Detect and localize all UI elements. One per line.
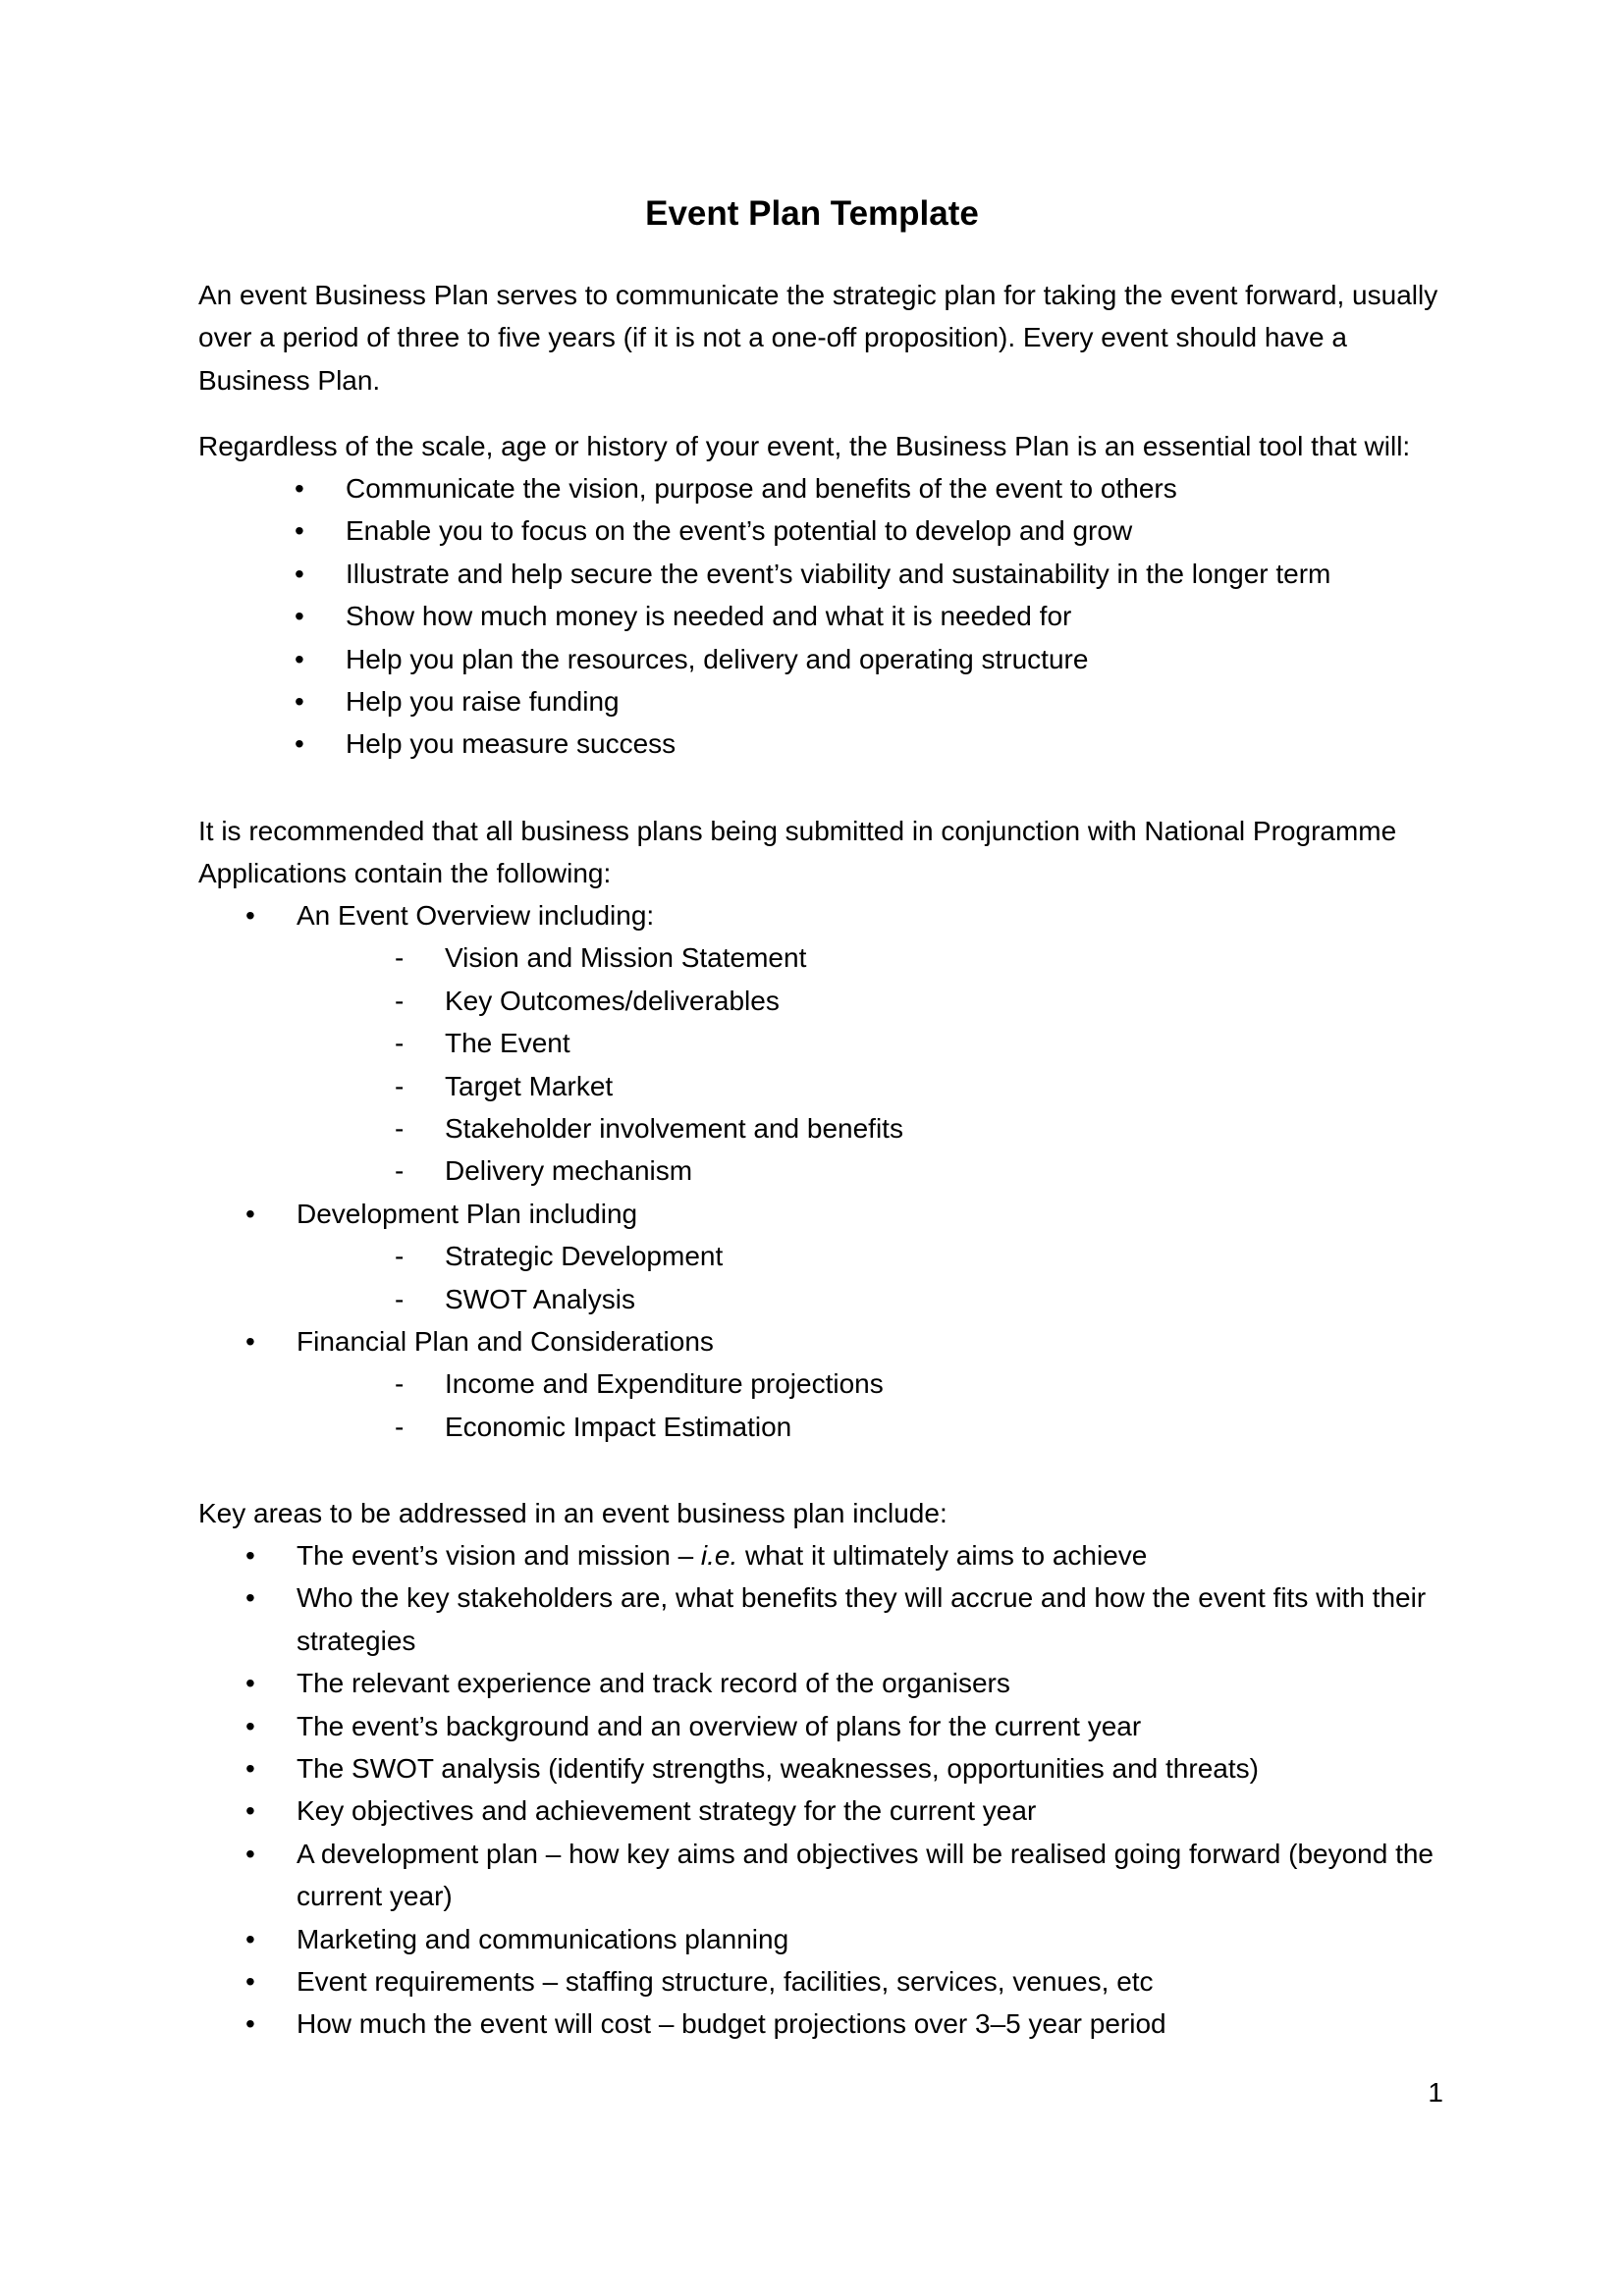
list-item [245,1576,1443,1662]
bullet-icon: • [245,2008,255,2040]
dash-icon: - [395,1241,405,1272]
list-item [295,509,1443,552]
outline-sub-item [245,1406,1443,1448]
bullet-icon: • [245,1668,255,1699]
dash-icon: - [395,1113,405,1145]
outline-sub-item-text: Economic Impact Estimation [445,1411,792,1442]
outline-item [245,1193,1443,1235]
outline-sub-item-text: Income and Expenditure projections [445,1368,884,1400]
bullet-icon: • [295,728,304,760]
dash-icon: - [395,985,405,1016]
tool-intro-paragraph: Regardless of the scale, age or history of your event, the Business Plan is an essential tool that will: [198,431,1411,461]
outline-sub-item [245,1362,1443,1405]
list-item-text: The relevant experience and track record of the organisers [297,1668,1010,1699]
outline-sub-item [245,1065,1443,1107]
list-item-text: The event’s vision and mission – [297,1540,701,1571]
bullet-icon: • [245,1198,255,1229]
outline-sub-item-text: Key Outcomes/deliverables [445,985,780,1016]
bullet-icon: • [295,515,304,547]
list-item [245,1534,1443,1576]
bullet-icon: • [245,1582,255,1614]
outline-item-label: Financial Plan and Considerations [297,1326,714,1358]
bullet-icon: • [295,558,304,589]
list-item [295,638,1443,680]
outline-sub-item-text: Delivery mechanism [445,1155,693,1187]
outline-sub-item-text: Strategic Development [445,1241,724,1272]
bullet-icon: • [245,1710,255,1741]
list-item-text: The event’s background and an overview of plans for the current year [297,1710,1142,1741]
outline-item [245,894,1443,936]
list-item-text: A development plan – how key aims and objectives will be realised going forward (beyond the current year) [297,1838,1435,1912]
dash-icon: - [395,1070,405,1101]
list-item [295,467,1443,509]
list-item-text: Who the key stakeholders are, what benefits they will accrue and how the event fits with their strategies [297,1582,1427,1656]
list-item-text: The SWOT analysis (identify strengths, weaknesses, opportunities and threats) [297,1753,1259,1785]
list-item [245,1789,1443,1832]
list-item-text: Help you raise funding [346,686,620,718]
outline-sub-item [245,1107,1443,1149]
bullet-icon: • [295,601,304,632]
list-item-text: Event requirements – staffing structure, facilities, services, venues, etc [297,1966,1154,1998]
list-item [245,1833,1443,1918]
list-item-text: Key objectives and achievement strategy for the current year [297,1795,1037,1827]
outline-sub-item-text: Target Market [445,1070,614,1101]
dash-icon: - [395,1411,405,1442]
key-areas-paragraph: Key areas to be addressed in an event business plan include: [198,1498,947,1528]
outline-sub-item-text: Vision and Mission Statement [445,942,807,974]
list-item [245,1705,1443,1747]
list-item-text: Marketing and communications planning [297,1923,789,1954]
outline-item-label: An Event Overview including: [297,900,655,931]
list-item [295,595,1443,637]
list-item-text: what it ultimately aims to achieve [737,1540,1148,1571]
list-item [245,1960,1443,2002]
recommended-paragraph: It is recommended that all business plans being submitted in conjunction with National Programme Applications contain the following: [198,816,1397,889]
outline-list [245,894,1443,1448]
list-item [295,722,1443,765]
bullet-icon: • [245,1540,255,1571]
outline-sub-item-text: Stakeholder involvement and benefits [445,1113,903,1145]
outline-sub-item-text: The Event [445,1028,570,1059]
outline-item-label: Development Plan including [297,1198,638,1229]
dash-icon: - [395,942,405,974]
bullet-icon: • [245,1923,255,1954]
bullet-icon: • [295,686,304,718]
bullet-icon: • [245,1795,255,1827]
outline-sub-item [245,1235,1443,1277]
list-item [295,553,1443,595]
list-item-text: How much the event will cost – budget projections over 3–5 year period [297,2008,1166,2040]
intro-paragraph: An event Business Plan serves to communicate the strategic plan for taking the event forward, usually over a period of three to five years (if it is not a one-off proposition). Every event should have a Business Plan. [198,280,1438,396]
bullet-icon: • [245,1753,255,1785]
key-areas-list [245,1534,1443,2046]
page-number: 1 [1428,2077,1443,2108]
dash-icon: - [395,1368,405,1400]
bullet-icon: • [245,900,255,931]
bullet-icon: • [245,1966,255,1998]
page-title: Event Plan Template [645,194,979,233]
list-item [245,1747,1443,1789]
bullet-icon: • [245,1838,255,1869]
outline-sub-item [245,1022,1443,1064]
dash-icon: - [395,1283,405,1314]
bullet-icon: • [295,643,304,674]
bullet-icon: • [245,1326,255,1358]
outline-sub-item [245,1278,1443,1320]
list-item-text: Help you plan the resources, delivery and operating structure [346,643,1089,674]
bullet-icon: • [295,473,304,504]
list-item-emphasis: i.e. [700,1540,738,1571]
dash-icon: - [395,1155,405,1187]
outline-sub-item [245,936,1443,979]
list-item-text: Help you measure success [346,728,677,760]
dash-icon: - [395,1028,405,1059]
outline-sub-item [245,980,1443,1022]
list-item [245,2002,1443,2045]
tool-bullet-list [295,467,1443,766]
outline-item [245,1320,1443,1362]
list-item [245,1918,1443,1960]
list-item-text: Illustrate and help secure the event’s viability and sustainability in the longer term [346,558,1331,589]
outline-sub-item [245,1149,1443,1192]
list-item-text: Enable you to focus on the event’s potential to develop and grow [346,515,1133,547]
outline-sub-item-text: SWOT Analysis [445,1283,635,1314]
list-item-text: Show how much money is needed and what it is needed for [346,601,1072,632]
list-item [245,1662,1443,1704]
list-item [295,680,1443,722]
list-item-text: Communicate the vision, purpose and benefits of the event to others [346,473,1177,504]
